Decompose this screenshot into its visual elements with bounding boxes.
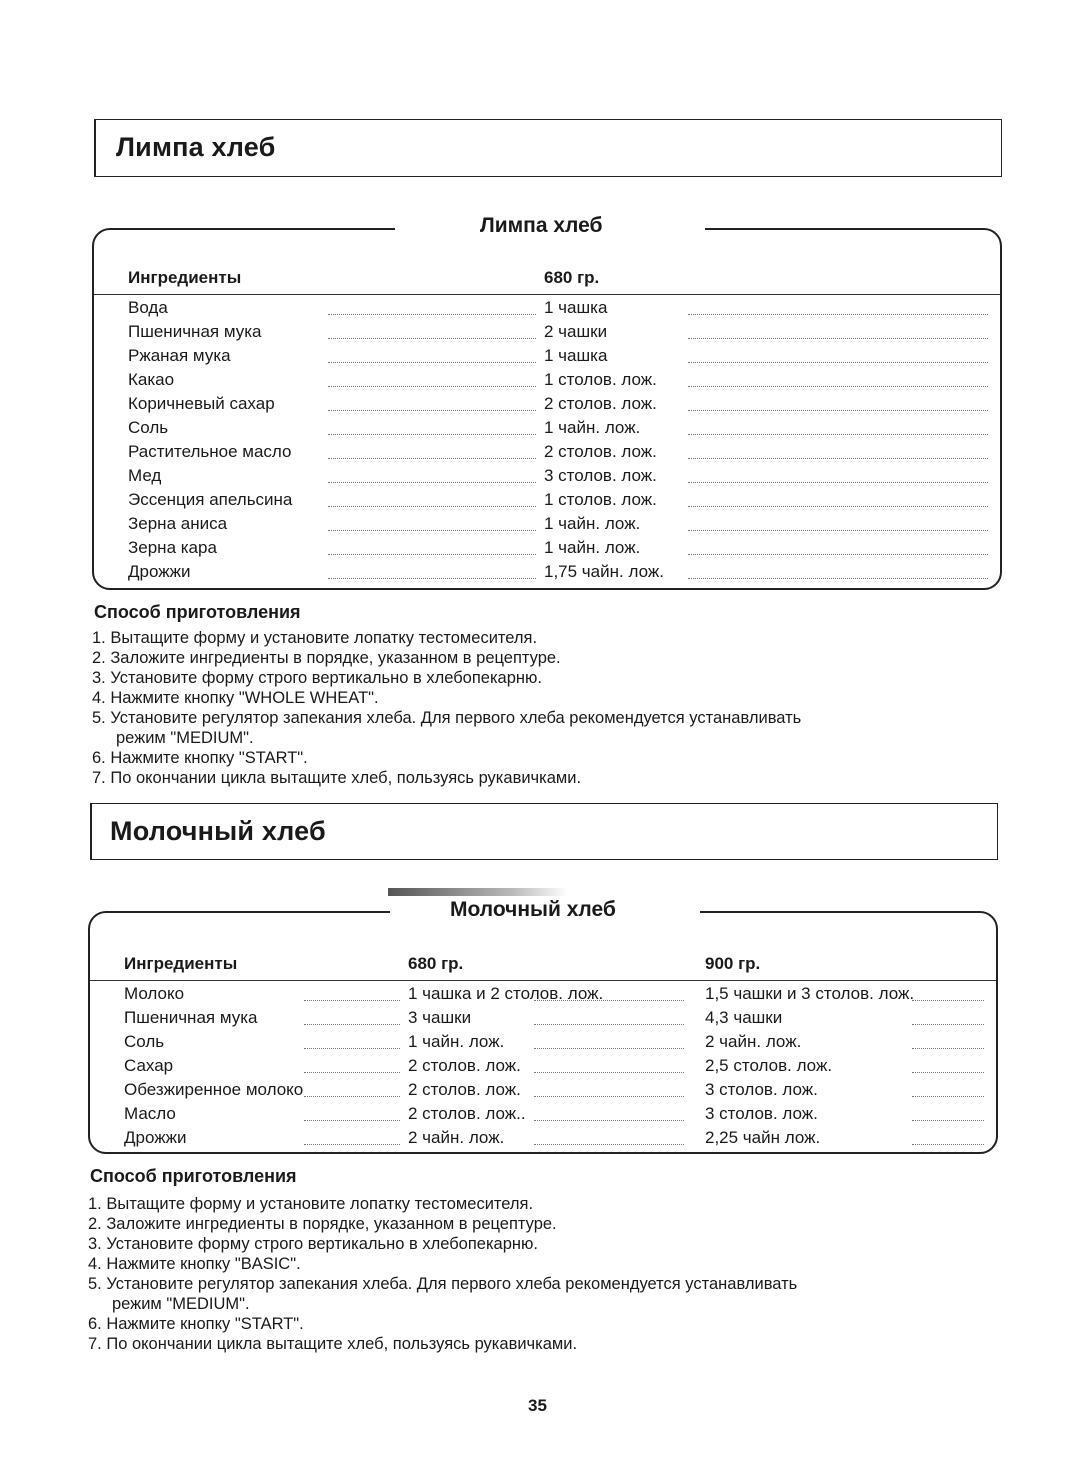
leader-dots [688, 298, 988, 315]
table-row [128, 416, 996, 440]
leader-dots [912, 1104, 984, 1121]
leader-dots [912, 1128, 984, 1145]
table-row [128, 344, 996, 368]
leader-dots [304, 1104, 400, 1121]
table-row [124, 1126, 992, 1150]
milk-box-title: Молочный хлеб [436, 898, 630, 922]
table-row [128, 536, 996, 560]
table-row [124, 1054, 992, 1078]
quantity-680: 3 чашки [408, 1008, 472, 1027]
quantity-680: 2 столов. лож. [408, 1080, 521, 1099]
leader-dots [912, 1080, 984, 1097]
limpa-section-title: Лимпа хлеб [116, 132, 276, 162]
quantity-680: 1 столов. лож. [544, 370, 657, 389]
leader-dots [912, 984, 984, 1001]
table-row [128, 320, 996, 344]
table-row [124, 1006, 992, 1030]
leader-dots [688, 322, 988, 339]
method-step: 7. По окончании цикла вытащите хлеб, пользуясь рукавичками. [88, 1335, 578, 1353]
method-step: 5. Установите регулятор запекания хлеба. Для первого хлеба рекомендуется устанавливать [88, 1275, 798, 1293]
leader-dots [304, 1056, 400, 1073]
quantity-680: 1 чашка и 2 столов. лож. [408, 984, 604, 1003]
leader-dots [534, 1008, 684, 1025]
leader-dots [328, 322, 536, 339]
ingredient-name: Вода [128, 298, 168, 317]
ingredient-name: Зерна аниса [128, 514, 228, 533]
quantity-900: 2 чайн. лож. [705, 1032, 802, 1051]
limpa-header-680: 680 гр. [544, 268, 600, 287]
leader-dots [534, 984, 684, 1001]
leader-dots [688, 514, 988, 531]
method-step: 3. Установите форму строго вертикально в хлебопекарню. [88, 1235, 538, 1253]
leader-dots [328, 418, 536, 435]
leader-dots [534, 1128, 684, 1145]
table-row [124, 982, 992, 1006]
leader-dots [304, 1032, 400, 1049]
quantity-680: 1 чашка [544, 298, 608, 317]
ingredient-name: Коричневый сахар [128, 394, 275, 413]
leader-dots [328, 562, 536, 579]
ingredient-name: Мед [128, 466, 162, 485]
quantity-900: 3 столов. лож. [705, 1080, 818, 1099]
method-step: 5. Установите регулятор запекания хлеба. Для первого хлеба рекомендуется устанавливать [92, 709, 802, 727]
leader-dots [328, 442, 536, 459]
method-step: 7. По окончании цикла вытащите хлеб, пользуясь рукавичками. [92, 769, 582, 787]
leader-dots [688, 370, 988, 387]
leader-dots [328, 394, 536, 411]
leader-dots [534, 1104, 684, 1121]
ingredient-name: Эссенция апельсина [128, 490, 293, 509]
quantity-680: 1 чайн. лож. [544, 514, 641, 533]
table-row [128, 440, 996, 464]
table-row [128, 512, 996, 536]
limpa-steps-list [92, 628, 992, 788]
quantity-680: 2 столов. лож. [408, 1056, 521, 1075]
table-row [124, 1030, 992, 1054]
quantity-680: 2 столов. лож.. [408, 1104, 526, 1123]
ingredient-name: Сахар [124, 1056, 174, 1075]
ingredient-name: Пшеничная мука [124, 1008, 258, 1027]
quantity-680: 1 чайн. лож. [544, 418, 641, 437]
quantity-680: 2 столов. лож. [544, 394, 657, 413]
limpa-method-title: Способ приготовления [94, 602, 301, 622]
leader-dots [688, 562, 988, 579]
method-step: 4. Нажмите кнопку "BASIC". [88, 1255, 301, 1273]
leader-dots [304, 1008, 400, 1025]
quantity-680: 1 чашка [544, 346, 608, 365]
leader-dots [688, 538, 988, 555]
page-number: 35 [528, 1396, 547, 1415]
leader-dots [328, 298, 536, 315]
method-step: 3. Установите форму строго вертикально в хлебопекарню. [92, 669, 542, 687]
method-step: 2. Заложите ингредиенты в порядке, указанном в рецептуре. [88, 1215, 557, 1233]
leader-dots [534, 1056, 684, 1073]
ingredient-name: Обезжиренное молоко [124, 1080, 304, 1099]
table-row [124, 1078, 992, 1102]
leader-dots [328, 514, 536, 531]
leader-dots [688, 466, 988, 483]
ingredient-name: Пшеничная мука [128, 322, 262, 341]
method-step: режим "MEDIUM". [112, 1295, 250, 1313]
limpa-header-rule [94, 294, 1000, 295]
milk-header-680: 680 гр. [408, 954, 464, 973]
limpa-section-header [94, 119, 1002, 177]
milk-header-ingredients: Ингредиенты [124, 954, 238, 973]
leader-dots [912, 1032, 984, 1049]
ingredient-name: Соль [128, 418, 169, 437]
quantity-900: 2,5 столов. лож. [705, 1056, 833, 1075]
leader-dots [328, 490, 536, 507]
table-row [128, 368, 996, 392]
leader-dots [688, 442, 988, 459]
ingredient-name: Соль [124, 1032, 165, 1051]
method-step: 1. Вытащите форму и установите лопатку тестомесителя. [92, 629, 538, 647]
leader-dots [534, 1080, 684, 1097]
quantity-680: 2 чайн. лож. [408, 1128, 505, 1147]
limpa-header-ingredients: Ингредиенты [128, 268, 242, 287]
ingredient-name: Масло [124, 1104, 176, 1123]
leader-dots [304, 984, 400, 1001]
ingredient-name: Дрожжи [124, 1128, 187, 1147]
ingredient-name: Зерна кара [128, 538, 217, 557]
table-row [128, 296, 996, 320]
table-row [128, 488, 996, 512]
milk-header-900: 900 гр. [705, 954, 761, 973]
milk-section-header [90, 803, 998, 860]
ingredient-name: Молоко [124, 984, 185, 1003]
leader-dots [688, 346, 988, 363]
leader-dots [534, 1032, 684, 1049]
quantity-900: 4,3 чашки [705, 1008, 783, 1027]
quantity-680: 3 столов. лож. [544, 466, 657, 485]
method-step: 6. Нажмите кнопку "START". [88, 1315, 304, 1333]
quantity-900: 1,5 чашки и 3 столов. лож. [705, 984, 915, 1003]
quantity-680: 2 чашки [544, 322, 608, 341]
milk-header-rule [90, 980, 996, 981]
leader-dots [688, 394, 988, 411]
ingredient-name: Растительное масло [128, 442, 292, 461]
leader-dots [912, 1008, 984, 1025]
table-row [128, 464, 996, 488]
leader-dots [328, 538, 536, 555]
quantity-680: 1 столов. лож. [544, 490, 657, 509]
leader-dots [912, 1056, 984, 1073]
leader-dots [328, 346, 536, 363]
method-step: 2. Заложите ингредиенты в порядке, указанном в рецептуре. [92, 649, 561, 667]
method-step: режим "MEDIUM". [116, 729, 254, 747]
leader-dots [304, 1080, 400, 1097]
quantity-680: 1,75 чайн. лож. [544, 562, 664, 581]
leader-dots [304, 1128, 400, 1145]
limpa-box-title-label: Лимпа хлеб [466, 214, 617, 238]
table-row [128, 560, 996, 584]
quantity-900: 3 столов. лож. [705, 1104, 818, 1123]
milk-method-title: Способ приготовления [90, 1166, 297, 1186]
method-step: 6. Нажмите кнопку "START". [92, 749, 308, 767]
scan-smudge [388, 888, 568, 896]
ingredient-name: Дрожжи [128, 562, 191, 581]
table-row [128, 392, 996, 416]
leader-dots [688, 418, 988, 435]
table-row [124, 1102, 992, 1126]
quantity-680: 1 чайн. лож. [408, 1032, 505, 1051]
leader-dots [688, 490, 988, 507]
milk-steps-list [88, 1194, 988, 1354]
quantity-900: 2,25 чайн лож. [705, 1128, 821, 1147]
method-step: 4. Нажмите кнопку "WHOLE WHEAT". [92, 689, 379, 707]
leader-dots [328, 370, 536, 387]
ingredient-name: Ржаная мука [128, 346, 231, 365]
ingredient-name: Какао [128, 370, 175, 389]
milk-section-title: Молочный хлеб [110, 816, 326, 846]
method-step: 1. Вытащите форму и установите лопатку тестомесителя. [88, 1195, 534, 1213]
quantity-680: 1 чайн. лож. [544, 538, 641, 557]
leader-dots [328, 466, 536, 483]
quantity-680: 2 столов. лож. [544, 442, 657, 461]
